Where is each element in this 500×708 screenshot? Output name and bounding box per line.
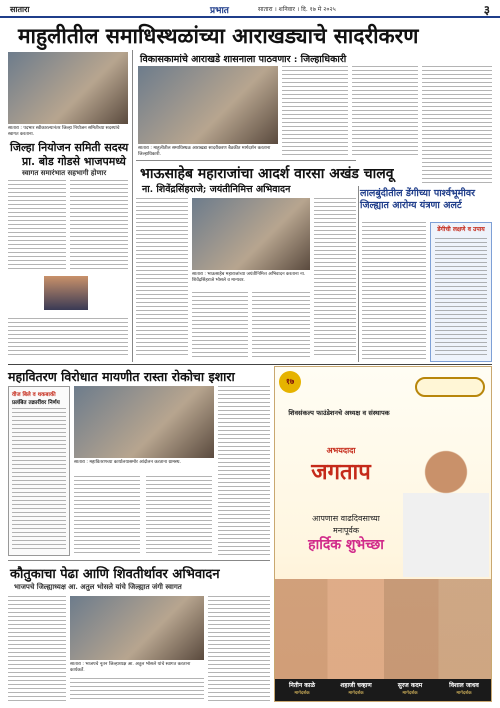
kautuka-title: कौतुकाचा पेढा आणि शिवतीर्थावर अभिवादन xyxy=(10,567,220,582)
niyojan-title-line2: प्रा. बोड गोडसे भाजपमध्ये xyxy=(22,155,126,168)
kautuka-body-col2 xyxy=(70,678,204,702)
bhausaheb-photo-caption: सातारा : भाऊसाहेब महाराजांच्या जयंतीनिमित्त अभिवादन करताना ना. शिवेंद्रसिंहराजे भोसले व मान्यवर. xyxy=(192,272,306,283)
road-body-col1 xyxy=(74,476,140,556)
vikas-title: विकासकामांचे आराखडे शासनाला पाठवणार : जिल्हाधिकारी xyxy=(140,54,347,65)
dengue-sidebox xyxy=(430,222,492,362)
ad-greeting-line3: हार्दिक शुभेच्छा xyxy=(308,537,384,553)
kautuka-photo-caption: सातारा : भाजपचे नूतन जिल्हाध्यक्ष आ. अतुल भोसले यांचे स्वागत करताना कार्यकर्ते. xyxy=(70,662,191,673)
dengue-sidebox-title: डेंगीची लक्षणे व उपाय xyxy=(437,226,485,233)
niyojan-body-col2 xyxy=(70,180,128,272)
bhausaheb-title-line2: ना. शिवेंद्रसिंहराजे; जयंतीनिमित्त अभिवादन xyxy=(142,184,291,195)
ad-wishers-names xyxy=(275,679,492,702)
main-headline: माहुलीतील समाधिस्थळांच्या आराखड्याचे सादरीकरण xyxy=(18,23,419,48)
ad-organization: शिवसंकल्प फाउंडेशनचे अध्यक्ष व संस्थापक xyxy=(288,409,390,417)
ad-greeting-line2: मनःपूर्वक xyxy=(333,526,359,535)
birthday-advertisement xyxy=(274,366,492,702)
road-title: महावितरण विरोधात मायणीत रास्ता रोकोचा इशारा xyxy=(8,369,235,384)
dateline: सातारा । शनिवार । दि. १७ मे २०२५ xyxy=(258,6,336,13)
kautuka-body-col1 xyxy=(8,596,66,702)
kautuka-body-col3 xyxy=(208,596,270,702)
small-story-text xyxy=(12,408,66,552)
kautuka-subtitle: भाजपचे जिल्ह्याध्यक्ष आ. अतुल भोसले यांचे जिल्ह्यात जंगी स्वागत xyxy=(14,582,182,591)
health-title: लालबुंदीतील डेंगीच्या पार्श्वभूमीवर जिल्ह्यात आरोग्य यंत्रणा अलर्ट xyxy=(360,188,475,211)
publication-name: प्रभात xyxy=(210,6,229,16)
niyojan-title-line3: स्वागत समारंभात सहभागी होणार xyxy=(22,168,107,177)
vikas-photo-caption: सातारा : माहुलीतील समाधिस्थळ आराखडा सादरीकरण बैठकीत मार्गदर्शन करताना जिल्हाधिकारी. xyxy=(138,146,271,157)
wisher-3: सुरज कदम मार्गदर्शक xyxy=(397,682,423,696)
section-rule xyxy=(136,160,356,161)
page-header xyxy=(0,0,500,18)
bhausaheb-photo xyxy=(192,198,310,270)
ad-portrait xyxy=(403,437,489,577)
section-label: सातारा xyxy=(10,5,30,14)
wisher-1: नितीन काळे मार्गदर्शक xyxy=(289,682,315,696)
niyojan-photo-caption: सातारा : पदभार स्वीकारल्यानंतर जिल्हा नियोजन समितीच्या सदस्यांचे स्वागत करताना. xyxy=(8,126,120,137)
niyojan-body-col3 xyxy=(8,318,128,356)
niyojan-portrait xyxy=(44,276,88,310)
section-rule xyxy=(8,364,492,365)
bhausaheb-title-line1: भाऊसाहेब महाराजांचा आदर्श वारसा अखंड चालवू xyxy=(140,166,394,182)
niyojan-body-col1 xyxy=(8,180,66,272)
page-number: ३ xyxy=(483,3,490,17)
kautuka-photo xyxy=(70,596,204,660)
vikas-body-col3 xyxy=(422,66,492,184)
bhausaheb-body-col4 xyxy=(314,198,356,358)
ad-greeting-line1: आपणास वाढदिवसाच्या xyxy=(312,514,380,523)
column-rule xyxy=(132,50,133,362)
vikas-body-col1 xyxy=(282,66,348,158)
road-body-col3 xyxy=(218,386,270,556)
vikas-photo xyxy=(138,66,278,144)
section-rule xyxy=(8,560,270,561)
niyojan-photo xyxy=(8,52,128,124)
dengue-sidebox-text xyxy=(435,238,487,356)
ad-name-small: अभयदादा xyxy=(326,446,356,455)
road-photo-caption: सातारा : महावितरणच्या कार्यालयासमोर आंदोलन करताना ग्रामस्थ. xyxy=(74,460,181,465)
small-story-title: प्रलंबित तक्रारींवर निर्णय xyxy=(12,400,60,406)
wisher-2: शहाजी चव्हाण मार्गदर्शक xyxy=(340,682,372,696)
wisher-4: विशाल जाधव मार्गदर्शक xyxy=(449,682,479,696)
column-rule xyxy=(358,186,359,362)
ad-name-big: जगताप xyxy=(311,459,371,485)
bhausaheb-body-col1 xyxy=(136,198,188,358)
ad-date-badge: १७ xyxy=(279,371,301,393)
niyojan-title-line1: जिल्हा नियोजन समिती सदस्य xyxy=(10,141,129,154)
health-body-col1 xyxy=(362,222,426,362)
vikas-body-col2 xyxy=(352,66,418,158)
bhausaheb-body-col2 xyxy=(192,292,248,358)
ad-wishers-photos xyxy=(275,579,492,679)
road-photo xyxy=(74,386,214,458)
bhausaheb-body-col3 xyxy=(252,292,310,358)
small-story-label: वीज बिले व थकबाकी xyxy=(12,392,56,398)
road-body-col2 xyxy=(146,476,212,556)
shivsankalp-logo xyxy=(415,377,485,397)
